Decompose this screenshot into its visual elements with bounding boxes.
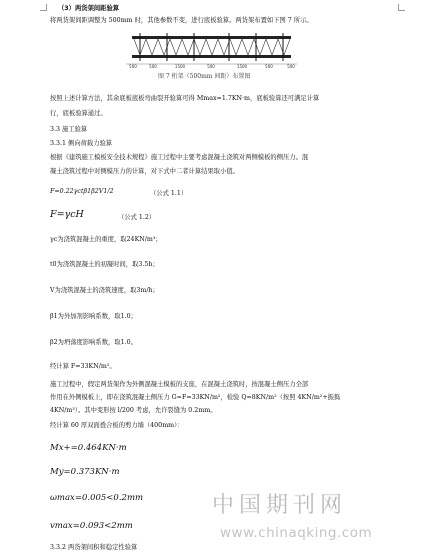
dimension-label: 1500 <box>174 64 186 68</box>
dimension-label: 1500 <box>236 64 248 68</box>
variable-definition: V为浇筑混凝土的浇筑速度，取3m/h； <box>50 287 159 294</box>
truss-web-members <box>134 39 290 55</box>
variable-definition: γc为浇筑混凝土的重度，取24KN/m³； <box>50 236 162 243</box>
deflection-result: vmax=0.093<2mm <box>50 521 133 531</box>
top-chord <box>132 36 291 39</box>
paragraph-line: 根据《建筑施工模板安全技术规程》施工过程中主要考虑混凝土浇筑对两侧模板的侧压力。混 <box>50 154 309 161</box>
page-corner-mark-left <box>40 4 47 11</box>
variable-definition: t0为浇筑混凝土的初凝时间，取3.5h； <box>50 261 159 268</box>
section-heading: 3.3 施工验算 <box>50 126 88 133</box>
paragraph-line: 作用在外侧模板上，即在浇筑混凝土侧压力 G=F=33KN/m²，检验 Q=8KN/m²（按照 4KN/m²+振捣 <box>50 394 341 401</box>
page-corner-mark-right <box>398 4 405 11</box>
variable-definition: β2为坍落度影响系数，取1.0。 <box>50 339 137 346</box>
paragraph-line: 施工过程中，假定两货架作为外侧混凝土模板的支座，在混凝土浇筑时，按混凝土侧压力全部 <box>50 381 309 388</box>
formula-1-label: （公式 1.1） <box>150 190 188 197</box>
formula-1: F=0.22γctβ1β2V1/2 <box>50 188 114 195</box>
result-line: 经计算 F=33KN/m²。 <box>50 363 116 370</box>
formula-2: F=γcH <box>50 209 84 220</box>
figure-caption: 图 7 桁架（500mm 间距）布置图 <box>158 73 251 80</box>
dimension-label: 500 <box>287 64 295 68</box>
subsection-heading: 3.3.2 两货架间积和稳定性验算 <box>50 544 138 551</box>
section-heading-spacing-check: （3）两货架间距验算 <box>58 5 120 12</box>
truss-layout-figure <box>124 28 299 68</box>
paragraph-line: 4KN/m²）。其中变形按 l/200 考虑，允许裂缝为 0.2mm。 <box>50 407 217 414</box>
watermark-logo-text: 中国期刊网 <box>212 493 348 518</box>
paragraph-line: 凝土浇筑过程中对侧模压力的计算，对下式中二者计算结果取小值。 <box>50 168 239 175</box>
paragraph-line: 将两货架间距调整为 500mm 时，其他参数不变，进行底板验算。两货架布置如下图 7 所示。 <box>50 17 313 24</box>
subsection-heading: 3.3.1 侧向荷载力验算 <box>50 140 113 147</box>
paragraph-line: 经计算 60 厚双面叠合板的剪力墙（400mm）： <box>50 422 184 429</box>
watermark-url: www.chinaqking.com <box>220 525 373 541</box>
moment-result-x: Mx+=0.464KN·m <box>50 443 127 453</box>
formula-2-label: （公式 1.2） <box>118 214 156 221</box>
dimension-label: 500 <box>129 64 137 68</box>
dimension-label: 500 <box>149 64 157 68</box>
dimension-label: 500 <box>265 64 273 68</box>
dimension-label: 500 <box>207 64 215 68</box>
variable-definition: β1为外加剂影响系数，取1.0； <box>50 313 137 320</box>
paragraph-line: 行，底板验算通过。 <box>50 110 107 117</box>
moment-result-y: My=0.373KN·m <box>50 467 120 477</box>
crack-width-result: ωmax=0.005<0.2mm <box>50 493 144 503</box>
paragraph-line: 按照上述计算方法，其余底板底板弯曲裂开验算可得 Mmax=1.7KN·m，底板验算还可满足计算 <box>50 95 320 102</box>
bottom-chord <box>132 55 291 58</box>
